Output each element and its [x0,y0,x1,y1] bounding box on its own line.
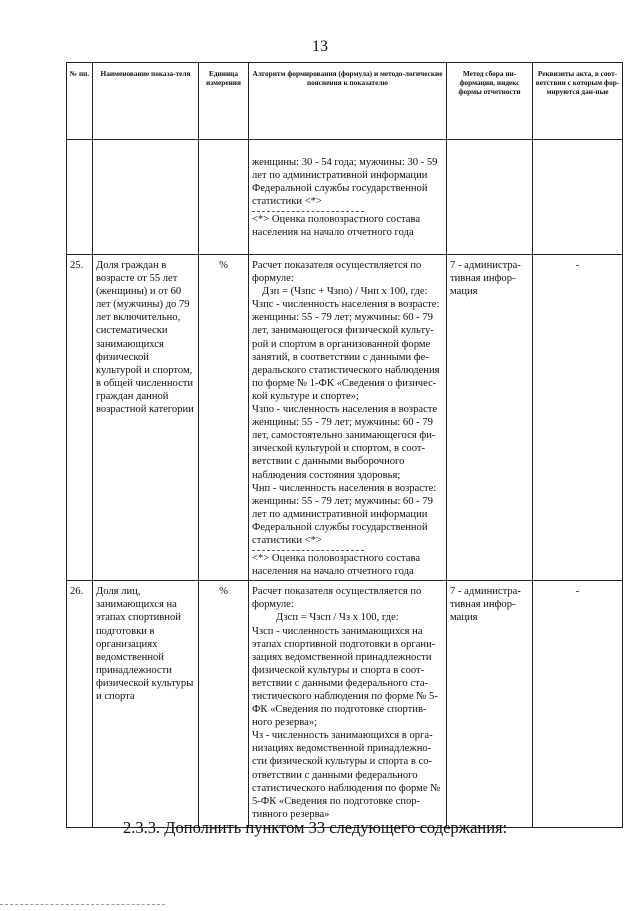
algo-intro: Расчет показателя осуществляется по формуле: [252,260,422,285]
cell-method [447,140,533,255]
cell-unit [199,140,249,255]
algo-intro: Расчет показателя осуществляется по формуле: [252,586,422,611]
table-header-row [67,63,623,140]
algo-line: статистики <*> [252,196,322,208]
cell-name: Доля граждан в возрасте от 55 лет (женщины) и от 60 лет (мужчины) до 79 лет включительно, систематически занимающихся физической культурой и спортом, в общей численности граждан данной возрастной категории [93,255,199,581]
amendment-text: 2.3.3. Дополнить пунктом 33 следующего содержания: [123,818,508,837]
cell-method: 7 - администра-тивная инфор-мация [447,255,533,581]
indicators-table [66,62,623,828]
algo-paragraph: Чзпо - численность населения в возрасте женщины: 55 - 79 лет; мужчины: 60 - 79 лет, самостоятельно занимающегося фи-зической культурой и спортом, в соот-ветствии с данными выборочного наблюдения состояния здоровья; [252,404,438,481]
header-algorithm: Алгоритм формирования (формула) и методо-логические пояснения к показателю [249,63,447,140]
cell-name [93,140,199,255]
table-row-continuation [67,140,623,255]
footnote-separator [252,550,364,551]
table-row [67,255,623,581]
algo-line: Федеральной службы государственной [252,183,428,195]
algo-paragraph: Чз - численность занимающихся в орга-низациях ведомственной принадлежно-сти физической культуры и спорта в со-ответствии с данными федерального статистического наблюдения по форме № 5-ФК «Сведения по подготовке спор-тивного резерва» [252,730,441,820]
cell-num: 26. [67,581,93,828]
cell-unit: % [199,255,249,581]
algo-paragraph: Чзпс - численность населения в возрасте: женщины: 55 - 79 лет; мужчины: 60 - 79 лет, занимающегося физической культу-рой и спортом в организованной форме занятий, в соответствии с данными фе-деральского статистического наблюдения по форме № 1-ФК «Сведения о физичес-кой культуре и спорте»; [252,299,440,402]
algo-paragraph: Чнп - численность населения в возрасте: женщины: 55 - 79 лет; мужчины: 60 - 79 лет по административной информации Федеральной службы государственной статистики <*> [252,482,437,546]
header-requisites: Реквизиты акта, в соот-ветствии с которым фор-мируются дан-ные [533,63,623,140]
footnote-separator [252,211,364,212]
algo-paragraph: Чзсп - численность занимающихся на этапах спортивной подготовки в органи-зациях ведомственной принадлежности физической культуры и спорта в соот-ветствии с данными федерального ста-тистического наблюдения по форме № 5-ФК «Сведения по подготовке спортив-ного резерва»; [252,625,438,729]
footnote-text: <*> Оценка половозрастного состава населения на начало отчетного года [252,553,421,578]
header-method: Метод сбора ин-формации, индекс формы отчетности [447,63,533,140]
cell-method: 7 - администра-тивная инфор-мация [447,581,533,828]
cell-num: 25. [67,255,93,581]
cell-algorithm [249,255,447,581]
cell-algorithm [249,581,447,828]
cell-num [67,140,93,255]
cell-requisites: - [533,581,623,828]
header-name: Наименование показа-теля [93,63,199,140]
cell-requisites [533,140,623,255]
algo-line: лет по административной информации [252,170,428,182]
algo-line: женщины: 30 - 54 года; мужчины: 30 - 59 [252,157,438,168]
cell-unit: % [199,581,249,828]
table-row [67,581,623,828]
cell-name: Доля лиц, занимающихся на этапах спортивной подготовки в организациях ведомственной принадлежности физической культуры и спорта [93,581,199,828]
cell-requisites: - [533,255,623,581]
footnote-text: <*> Оценка половозрастного состава населения на начало отчетного года [252,214,421,239]
formula: Дзп = (Чзпс + Чзпо) / Чнп x 100, где: [262,286,428,298]
header-unit: Единица измерения [199,63,249,140]
scan-artifact-line [0,904,165,905]
cell-algorithm [249,140,447,255]
formula: Дзсп = Чзсп / Чз x 100, где: [276,612,399,624]
header-num: № пп. [67,63,93,140]
page-number: 13 [312,38,328,55]
